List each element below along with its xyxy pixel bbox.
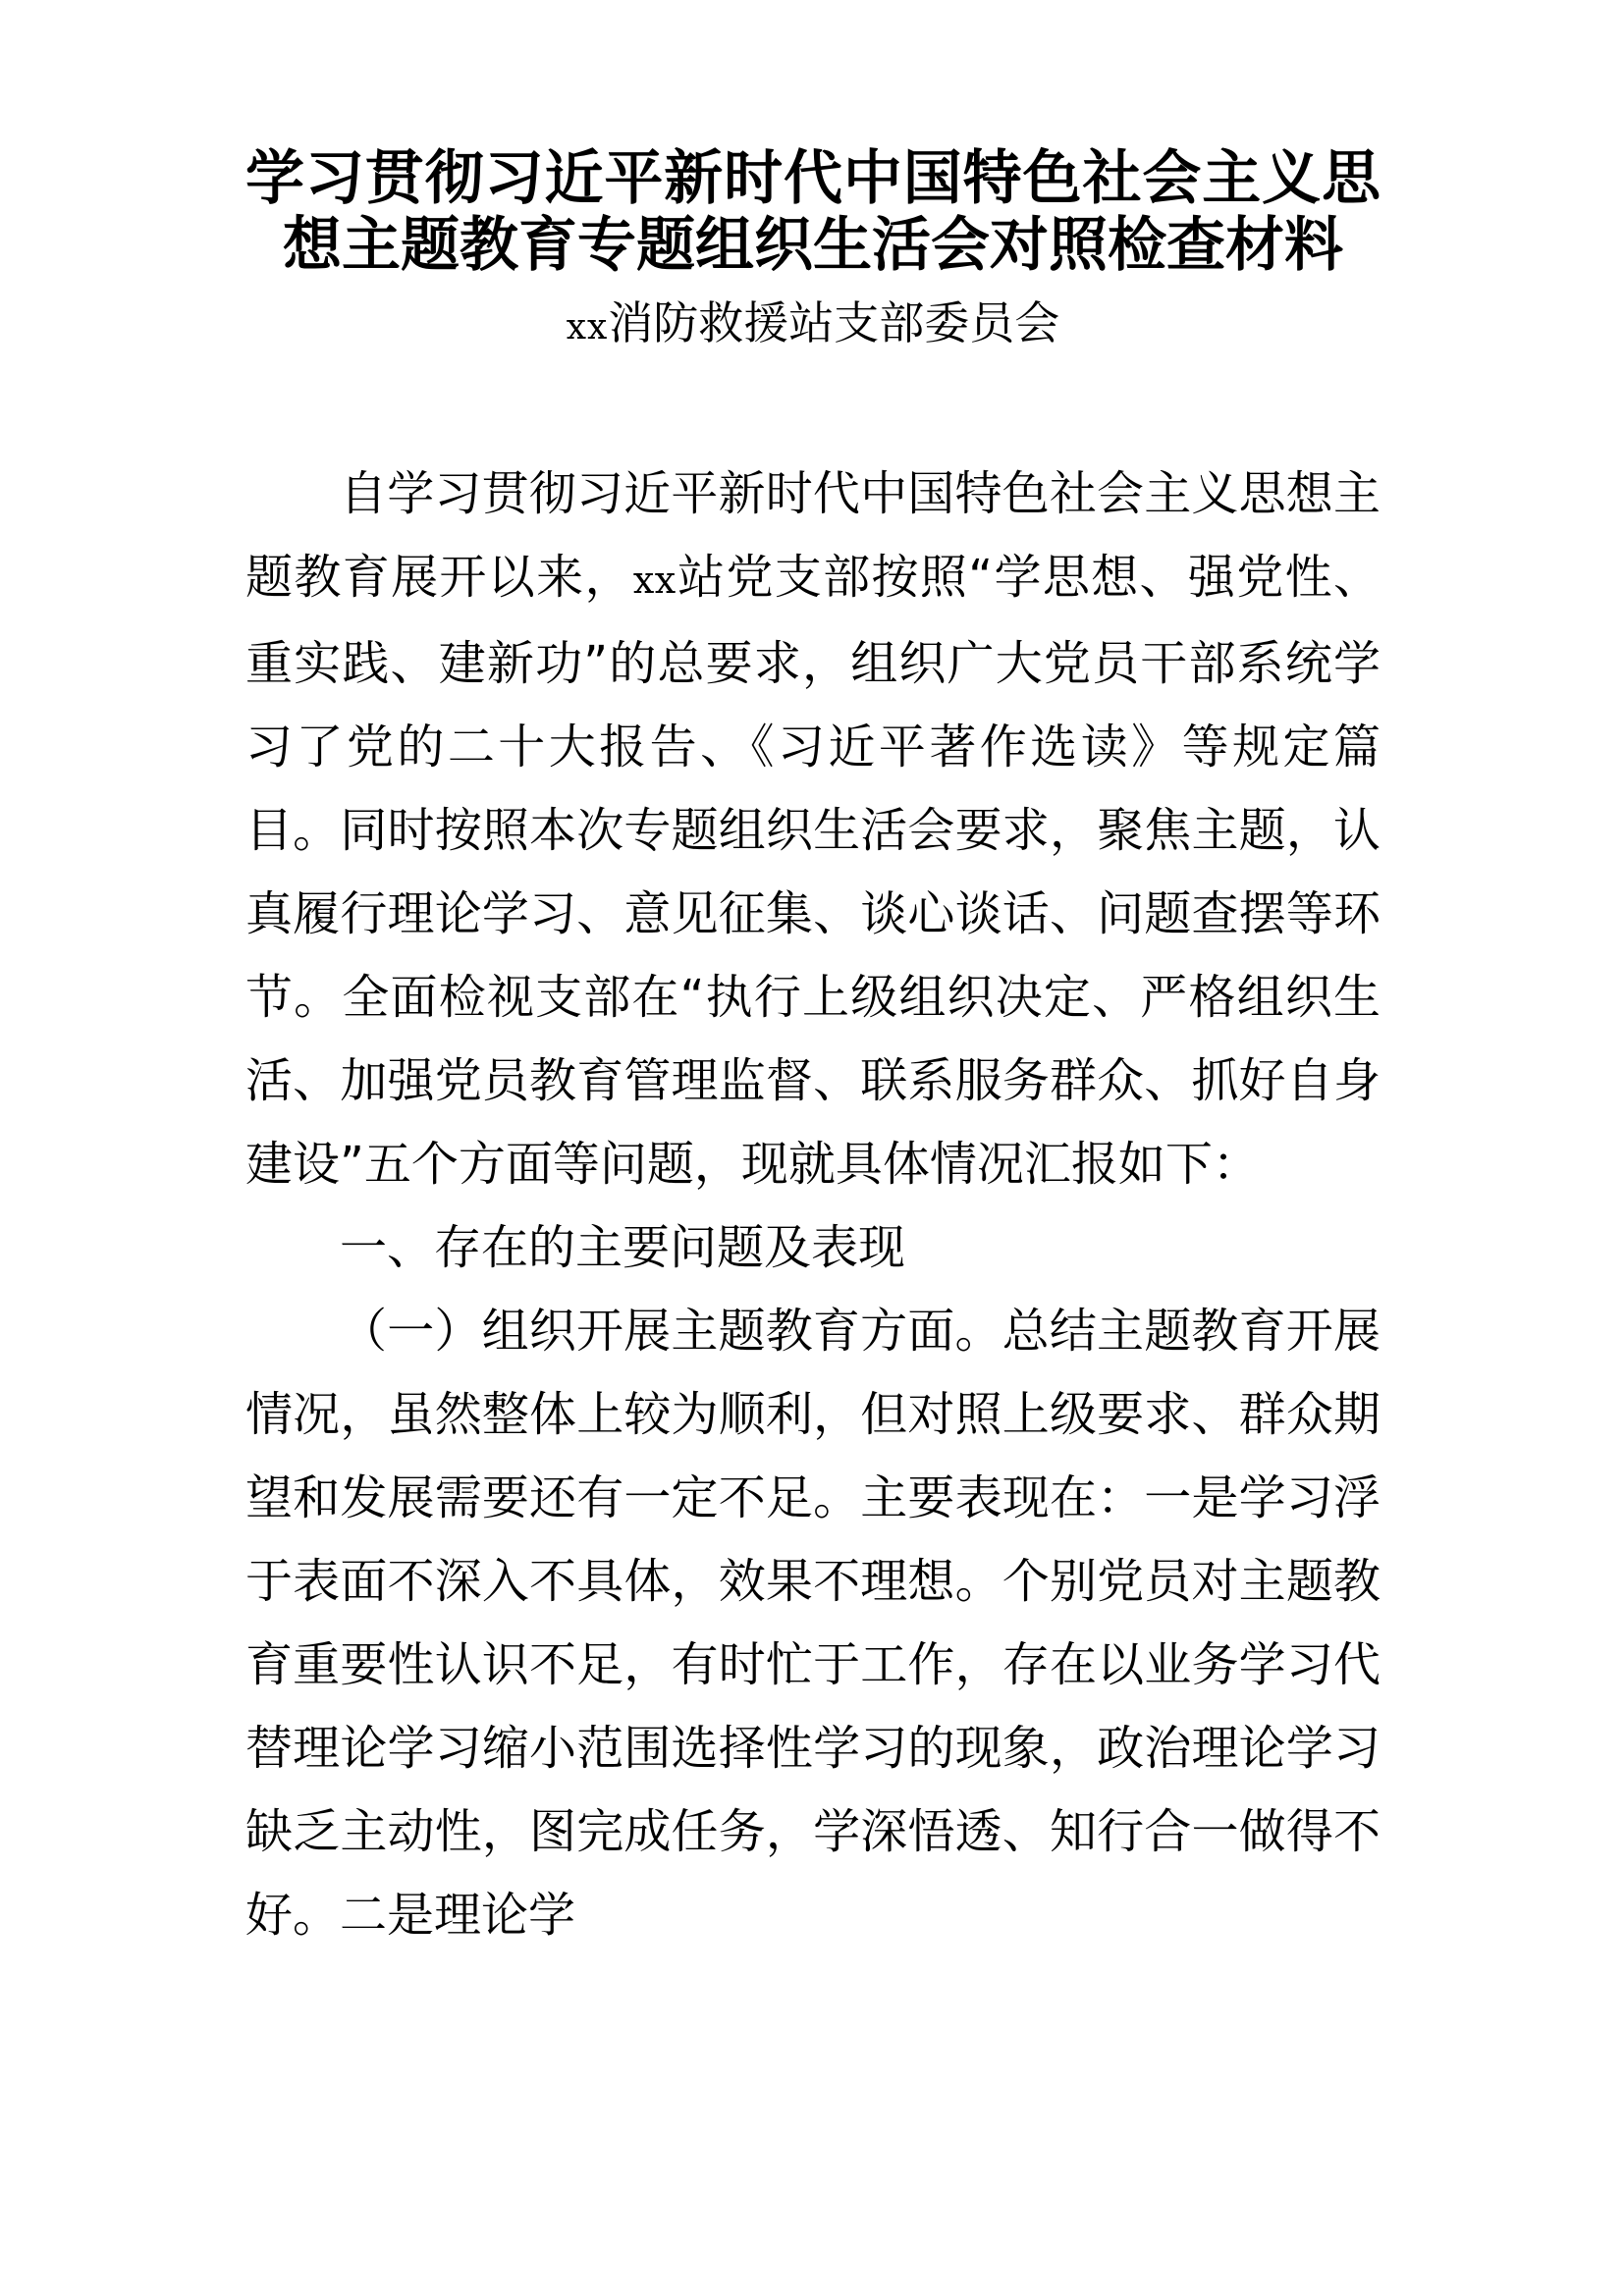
inline-text: （一）组织开展主题教育方面。总结主题教育开展情况，虽然整体上较为顺利，但对照上级要求、群众期望和发展需要还有一定不足。主要表现在：一是学习浮于表面不深入不具体，效果不理想。个别党员对主题教育重要性认识不足，有时忙于工作，存在以业务学习代替理论学习缩小范围选择性学习的现象，政治理论学习缺乏主动性，图完成任务，学深悟透、知行合一做得不好。二是理论学: [245, 1304, 1380, 1943]
paragraph-section-one-item-1: [245, 1290, 1380, 1957]
paragraph-section-one-heading: [245, 1206, 1380, 1290]
page-content: [245, 0, 1380, 1957]
paragraph-intro: [245, 453, 1380, 1206]
inline-text: 站党支部按照“学思想、强党性、重实践、建新功”的总要求，组织广大党员干部系统学习了党的二十大报告、《习近平著作选读》等规定篇目。同时按照本次专题组织生活会要求，聚焦主题，认真履行理论学习、意见征集、谈心谈话、问题查摆等环节。全面检视支部在“执行上级组织决定、严格组织生活、加强党员教育管理监督、联系服务群众、抓好自身建设”五个方面等问题，现就具体情况汇报如下：: [245, 550, 1380, 1192]
document-body: [245, 453, 1380, 1957]
inline-text: 一、存在的主要问题及表现: [340, 1220, 906, 1275]
subtitle-org-code: xx: [566, 307, 609, 347]
inline-latin-token: xx: [632, 559, 677, 602]
subtitle-org-name: 消防救援站支部委员会: [608, 296, 1060, 349]
page-title: 学习贯彻习近平新时代中国特色社会主义思想主题教育专题组织生活会对照检查材料: [245, 144, 1380, 280]
inline-text: 自学习贯彻习近平新时代中国特色社会主义思想主题教育展开以来，: [245, 466, 1380, 605]
document-subtitle: [245, 293, 1380, 358]
